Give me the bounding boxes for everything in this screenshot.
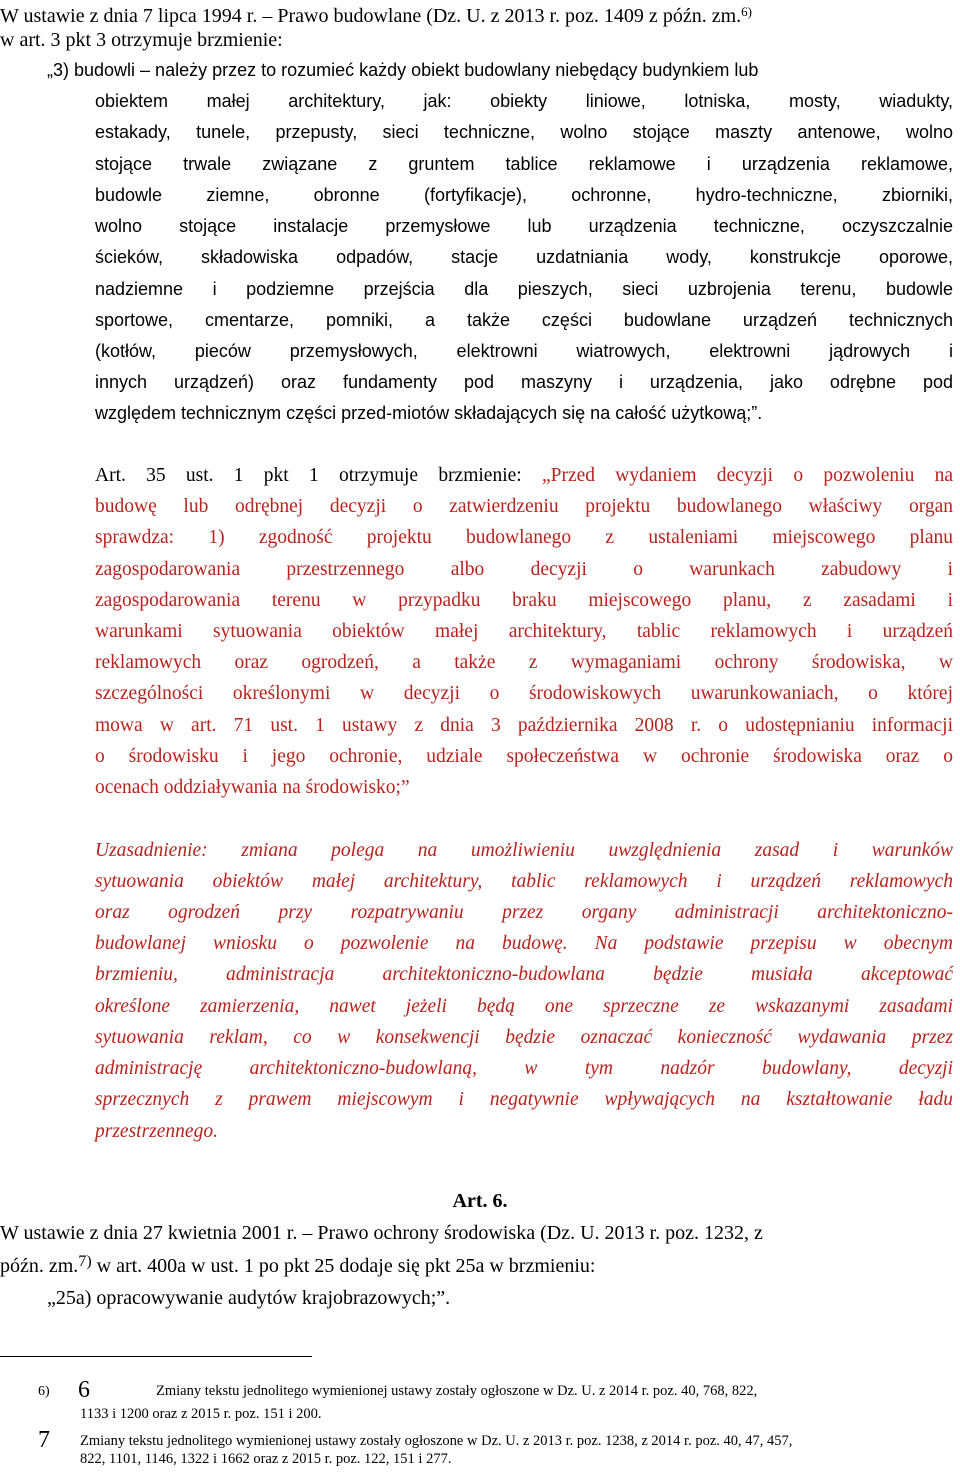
footnote-divider xyxy=(0,1356,312,1357)
definition-line: ścieków, składowiska odpadów, stacje uzdatniania wody, konstrukcje oporowe, xyxy=(95,247,953,267)
art35-quote-start: „Przed wydaniem decyzji o pozwoleniu na xyxy=(541,465,953,486)
art35-line: zagospodarowania terenu w przypadku braku miejscowego planu, z zasadami i xyxy=(95,590,953,611)
art35-line: reklamowych oraz ogrodzeń, a także z wymaganiami ochrony środowiska, w xyxy=(95,652,953,673)
art6-line-2 xyxy=(0,1254,595,1278)
art35-line: mowa w art. 71 ust. 1 ustawy z dnia 3 października 2008 r. o udostępnianiu informacji xyxy=(95,715,953,736)
definition-line: wolno stojące instalacje przemysłowe lub urządzenia techniczne, oczyszczalnie xyxy=(95,216,953,236)
art35-line: zagospodarowania przestrzennego albo decyzji o warunkach zabudowy i xyxy=(95,559,953,580)
footnote-7-number: 7 xyxy=(38,1427,50,1453)
footnote-7-line: 822, 1101, 1146, 1322 i 1662 oraz z 2015 r. poz. 122, 151 i 277. xyxy=(80,1451,452,1467)
definition-line: „3) budowli – należy przez to rozumieć każdy obiekt budowlany niebędący budynkiem lub xyxy=(47,60,759,80)
art35-line xyxy=(95,464,953,488)
art6-line-2-end: w art. 400a w ust. 1 po pkt 25 dodaje się pkt 25a w brzmieniu: xyxy=(91,1255,596,1277)
definition-line: względem technicznym części przed-miotów składających się na całość użytkową;”. xyxy=(95,403,763,423)
footnote-6-number: 6 xyxy=(78,1377,90,1403)
art6-line-2-start: późn. zm. xyxy=(0,1255,79,1277)
definition-line: (kotłów, pieców przemysłowych, elektrowni wiatrowych, elektrowni jądrowych i xyxy=(95,341,953,361)
amendment-intro-text: W ustawie z dnia 7 lipca 1994 r. – Prawo budowlane (Dz. U. z 2013 r. poz. 1409 z późn. zm. xyxy=(0,5,742,27)
definition-line: budowle ziemne, obronne (fortyfikacje), ochronne, hydro-techniczne, zbiorniki, xyxy=(95,185,953,205)
art35-line: o środowisku i jego ochronie, udziale społeczeństwa w ochronie środowiska oraz o xyxy=(95,746,953,767)
art35-line: sprawdza: 1) zgodność projektu budowlanego z ustaleniami miejscowego planu xyxy=(95,527,953,548)
definition-line: nadziemne i podziemne przejścia dla pieszych, sieci uzbrojenia terenu, budowle xyxy=(95,279,953,299)
definition-line: stojące trwale związane z gruntem tablice reklamowe i urządzenia reklamowe, xyxy=(95,154,953,174)
justification-line: przestrzennego. xyxy=(95,1121,218,1142)
art35-line: budowę lub odrębnej decyzji o zatwierdzeniu projektu budowlanego właściwy organ xyxy=(95,496,953,517)
art35-line: warunkami sytuowania obiektów małej architektury, tablic reklamowych i urządzeń xyxy=(95,621,953,642)
art35-intro: Art. 35 ust. 1 pkt 1 otrzymuje brzmienie: xyxy=(95,465,542,486)
definition-line: sportowe, cmentarze, pomniki, a także części budowlane urządzeń technicznych xyxy=(95,310,953,330)
justification-line: sytuowania reklam, co w konsekwencji będzie oznaczać konieczność wydawania przez xyxy=(95,1027,953,1048)
justification-line: brzmieniu, administracja architektoniczno-budowlana będzie musiała akceptować xyxy=(95,964,953,985)
definition-line: estakady, tunele, przepusty, sieci techniczne, wolno stojące maszty antenowe, wolno xyxy=(95,122,953,142)
footnote-6-line: 1133 i 1200 oraz z 2015 r. poz. 151 i 200. xyxy=(80,1406,322,1422)
justification-line: administrację architektoniczno-budowlaną, w tym nadzór budowlany, decyzji xyxy=(95,1058,953,1079)
justification-line: budowlanej wniosku o pozwolenie na budowę. Na podstawie przepisu w obecnym xyxy=(95,933,953,954)
definition-line: innych urządzeń) oraz fundamenty pod maszyny i urządzenia, jako odrębne pod xyxy=(95,372,953,392)
justification-line: sprzecznych z prawem miejscowym i negatywnie wpływających na kształtowanie ładu xyxy=(95,1089,953,1110)
justification-line: sytuowania obiektów małej architektury, tablic reklamowych i urządzeń reklamowych xyxy=(95,871,953,892)
footnote-6-mark: 6) xyxy=(38,1384,50,1399)
art35-line: szczególności określonymi w decyzji o środowiskowych uwarunkowaniach, o której xyxy=(95,683,953,704)
definition-line: obiektem małej architektury, jak: obiekty liniowe, lotniska, mosty, wiadukty, xyxy=(95,91,953,111)
footnote-7-line: Zmiany tekstu jednolitego wymienionej ustawy zostały ogłoszone w Dz. U. z 2013 r. poz. 1238, z 2014 r. poz. 40, 47, 457, xyxy=(80,1433,793,1449)
justification-line: oraz ogrodzeń przy rozpatrywaniu przez organy administracji architektoniczno- xyxy=(95,902,953,923)
art6-line-3: „25a) opracowywanie audytów krajobrazowych;”. xyxy=(47,1287,451,1309)
footnote-ref-7: 7) xyxy=(78,1253,92,1270)
justification-line: określone zamierzenia, nawet jeżeli będą one sprzeczne ze wskazanymi zasadami xyxy=(95,996,953,1017)
amendment-intro-line-1 xyxy=(0,4,752,28)
article-heading: Art. 6. xyxy=(452,1190,508,1212)
amendment-intro-line-2: w art. 3 pkt 3 otrzymuje brzmienie: xyxy=(0,29,283,51)
art6-line-1: W ustawie z dnia 27 kwietnia 2001 r. – Prawo ochrony środowiska (Dz. U. 2013 r. poz. 1232, z xyxy=(0,1222,763,1244)
justification-line: Uzasadnienie: zmiana polega na umożliwieniu uwzględnienia zasad i warunków xyxy=(95,840,953,861)
art35-line: ocenach oddziaływania na środowisko;” xyxy=(95,777,410,798)
footnote-ref-6: 6) xyxy=(741,4,752,19)
footnote-6-line: Zmiany tekstu jednolitego wymienionej ustawy zostały ogłoszone w Dz. U. z 2014 r. poz. 40, 768, 822, xyxy=(156,1383,758,1399)
